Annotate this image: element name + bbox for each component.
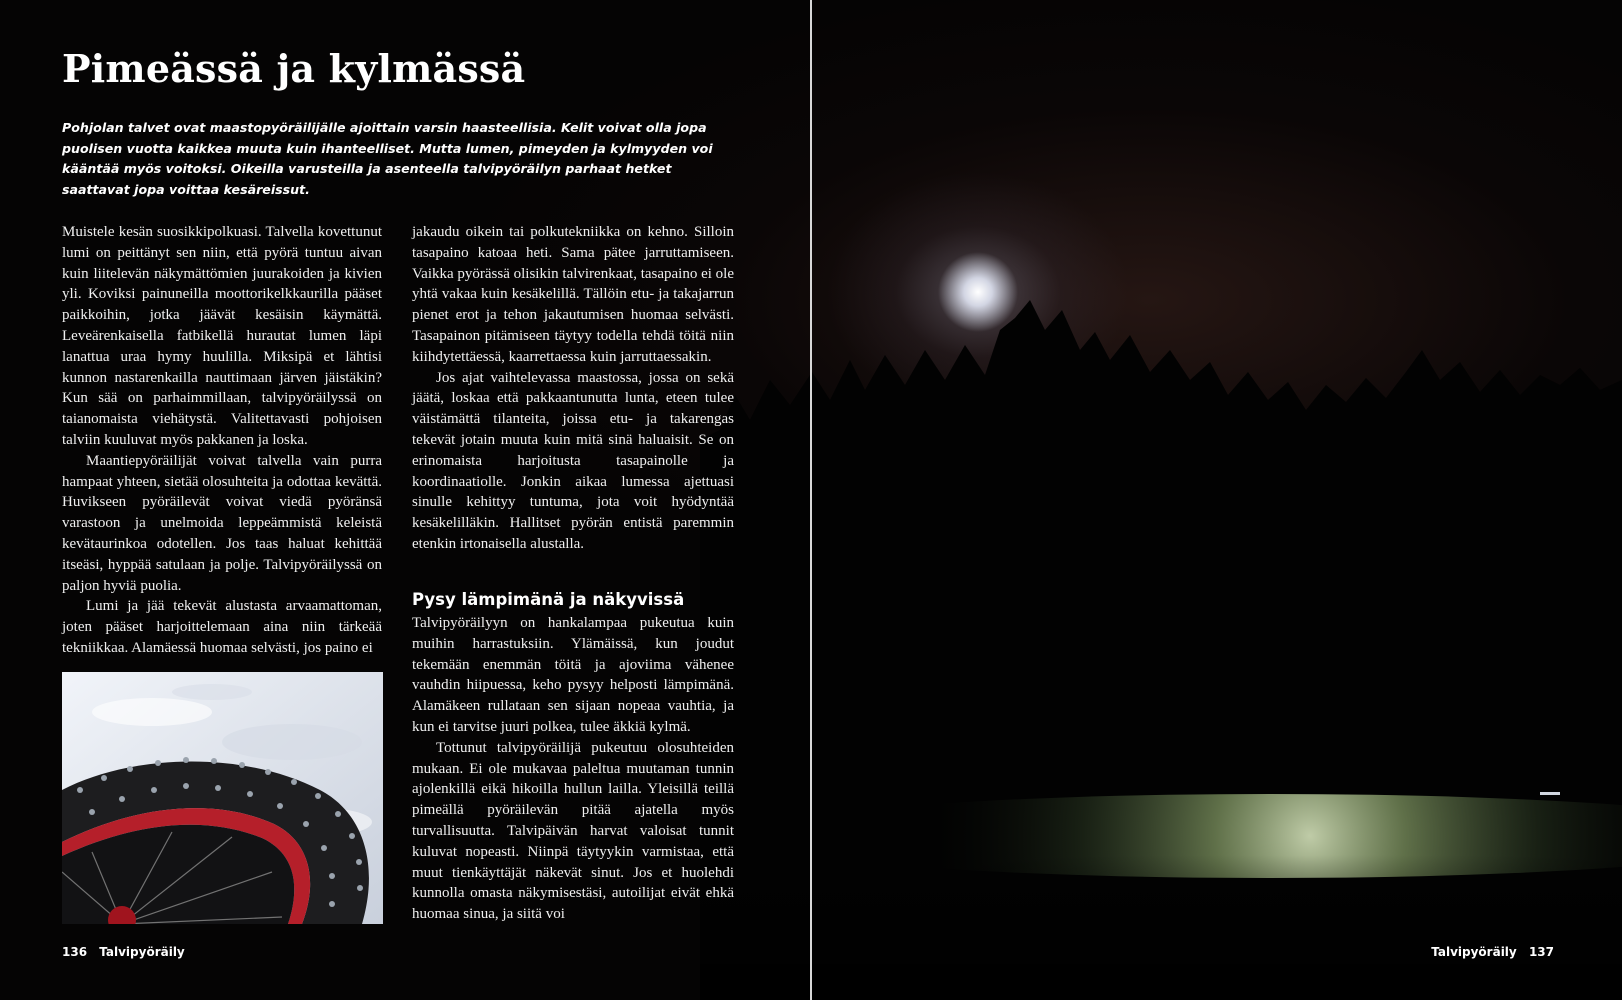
body-paragraph: jakaudu oikein tai polkutekniikka on kehno. Silloin tasapaino katoaa heti. Sama pätee jarruttamiseen. Vaikka pyörässä olisikin talvirenkaat, tasapaino ei ole yhtä vakaa kuin kesäkelillä. Tällöin etu- ja takajarrun pienet erot ja tehon jakautumisen huomaa selvästi. Tasapainon pitämiseen täytyy todella tehdä töitä niin kiihdytettäessä, kaarrettaessa kuin jarruttaessakin. bbox=[412, 224, 734, 365]
page-footer-left bbox=[62, 945, 193, 959]
page-number: 137 bbox=[1528, 945, 1554, 959]
page-footer-right bbox=[1431, 945, 1562, 959]
body-paragraph: Jos ajat vaihtelevassa maastossa, jossa on sekä jäätä, loskaa että pakkaantunutta lunta, eteen tulee väistämättä tilanteita, joissa etu- ja takarengas tekevät jotain muuta kuin mitä sinä haluaisit. Se on erinomaista harjoitusta tasapainolle ja koordinaatiolle. Jonkin aikaa lumessa ajettuasi sinulle kehittyy tuntuma, jota voit hyödyntää kesäkelilläkin. Hallitset pyörän entistä paremmin etenkin irtonaisella alustalla. bbox=[412, 369, 734, 552]
left-page bbox=[0, 0, 810, 1000]
running-section-title: Talvipyöräily bbox=[1431, 945, 1517, 959]
lead-paragraph: Pohjolan talvet ovat maastopyöräilijälle ajoittain varsin haasteellisia. Kelit voivat olla jopa puolisen vuotta kaikkea muuta kuin ihanteelliset. Mutta lumen, pimeyden ja kylmyyden voi kääntää myös voitoksi. Oikeilla varusteilla ja asenteella talvipyöräilyn parhaat hetket saattavat jopa voittaa kesäreissut. bbox=[62, 120, 713, 197]
text-column-2 bbox=[412, 222, 734, 555]
body-paragraph: Maantiepyöräilijät voivat talvella vain purra hampaat yhteen, sietää olosuhteita ja odottaa kevättä. Huvikseen pyöräilevät voivat viedä pyöränsä varastoon ja unelmoida leppeämmistä keleistä kevätaurinkoa odotellen. Jos taas haluat kehittää itseäsi, hyppää satulaan ja polje. Talvipyöräilyssä on paljon hyviä puolia. bbox=[62, 452, 382, 594]
body-paragraph: Lumi ja jää tekevät alustasta arvaamattoman, joten pääset harjoittelemaan aina niin tärkeää tekniikkaa. Alamäessä huomaa selvästi, jos paino ei bbox=[62, 598, 382, 656]
text-column-2-continued bbox=[412, 613, 734, 925]
body-paragraph: Muistele kesän suosikkipolkuasi. Talvella kovettunut lumi on peittänyt sen niin, että pyörä tuntuu aivan kuin liitelevän näkymättömien juurakoiden ja kivien yli. Koviksi painuneilla moottorikelkkaurilla pääset paikkoihin, jotka jäävät kesäisin käymättä. Leveärenkaisella fatbikellä hurautat lumen läpi lanattua uraa hymy huulilla. Miksipä et lähtisi kunnon nastarenkailla nauttimaan järven jäistäkin? Kun sää on parhaimmillaan, talvipyöräilyssä on taianomaista viehätystä. Valitettavasti pohjoisen talviin kuuluvat myös pakkanen ja loska. bbox=[62, 224, 382, 448]
studded-tire-photo bbox=[62, 672, 383, 924]
page-number: 136 bbox=[62, 945, 88, 959]
section-subheading: Pysy lämpimänä ja näkyvissä bbox=[412, 590, 685, 609]
right-page bbox=[812, 0, 1622, 1000]
running-section-title: Talvipyöräily bbox=[99, 945, 185, 959]
page-title: Pimeässä ja kylmässä bbox=[62, 46, 526, 91]
body-paragraph: Tottunut talvipyöräilijä pukeutuu olosuhteiden mukaan. Ei ole mukavaa paleltua muutaman tunnin ajolenkillä eikä hikoilla hullun lailla. Yleisillä teillä pimeällä pyöräilevän pitää ajatella myös turvallisuutta. Talvipäivän harvat valoisat tunnit kuluvat nopeasti. Niinpä täytyykin varmistaa, että muut tienkäyttäjät näkevät sinut. Jos et huolehdi kunnolla omasta näkymisestäsi, autoilijat eivät ehkä huomaa sinua, ja siitä voi bbox=[412, 739, 734, 923]
body-paragraph: Talvipyöräilyyn on hankalampaa pukeutua kuin muihin harrastuksiin. Ylämäissä, kun joudut tekemään enemmän töitä ja ajoviima vähenee vauhdin hiipuessa, keho pysyy helposti lämpimänä. Alamäkeen rullataan sen sijaan nopeaa vauhtia, ja kun ei tarvitse juuri polkea, tulee äkkiä kylmä. bbox=[412, 615, 734, 735]
tire-illustration bbox=[62, 672, 383, 924]
text-column-1 bbox=[62, 222, 382, 659]
